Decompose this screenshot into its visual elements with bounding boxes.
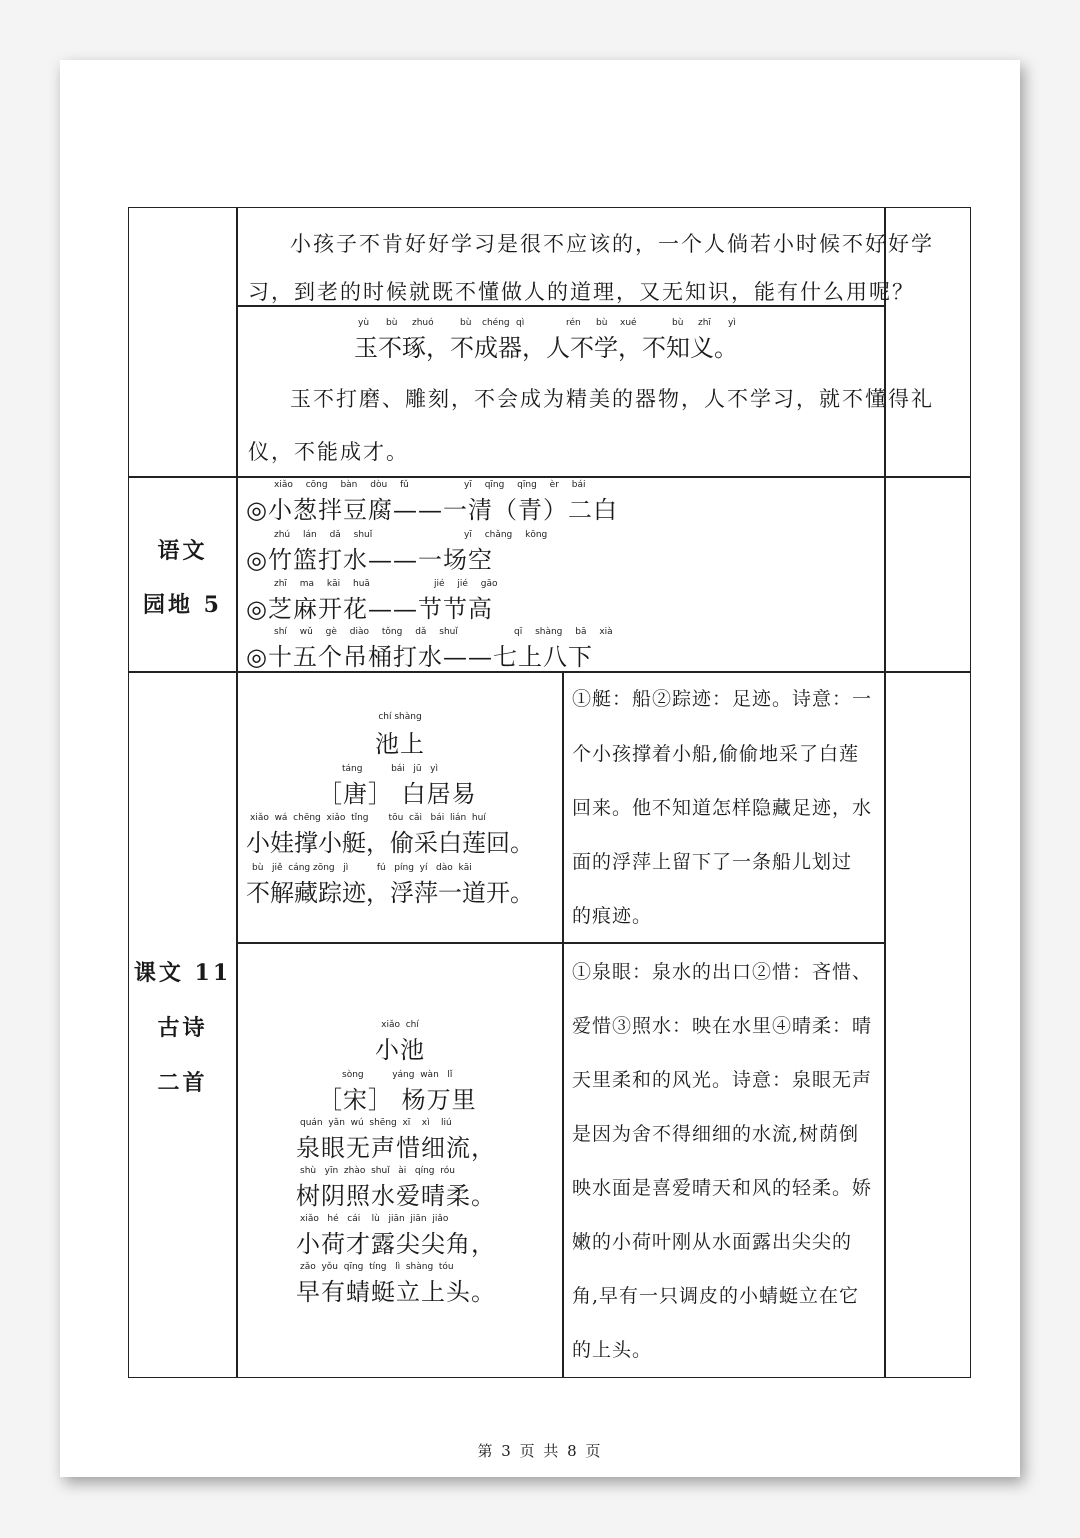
- table-row-divider-2: [128, 476, 971, 478]
- pinyin: bù: [672, 318, 684, 328]
- pinyin: yī chǎng kōng: [464, 530, 548, 540]
- note-line: 面的浮萍上留下了一条船儿划过: [572, 851, 853, 873]
- pinyin: qī shàng bā xià: [514, 627, 613, 637]
- pinyin: zhī ma kāi huā: [274, 579, 370, 589]
- note-line: 天里柔和的风光。诗意：泉眼无声: [572, 1069, 873, 1091]
- line-pinyin: zǎo yǒu qīng tíng lì shàng tóu: [300, 1262, 454, 1272]
- pinyin: shí wǔ gè diào tǒng dǎ shuǐ: [274, 627, 458, 637]
- author-pinyin: táng bái jū yì: [342, 764, 438, 774]
- poem-title: 池上: [375, 730, 425, 758]
- section-label: 园地 5: [143, 592, 222, 618]
- poem-line: 不解藏踪迹，浮萍一道开。: [246, 879, 534, 907]
- pinyin: qì: [516, 318, 525, 328]
- note-line: ①艇：船②踪迹：足迹。诗意：一: [572, 688, 873, 710]
- line-pinyin: shù yīn zhào shuǐ ài qíng róu: [300, 1166, 455, 1176]
- proverb-text: 玉不琢，不成器，人不学，不知义。: [354, 334, 738, 362]
- note-line: 爱惜③照水：映在水里④晴柔：晴: [572, 1015, 873, 1037]
- table-col-divider-3: [562, 671, 564, 1378]
- pinyin: xiǎo cōng bàn dòu fǔ: [274, 480, 409, 490]
- note-line: 回来。他不知道怎样隐藏足迹，水: [572, 797, 873, 819]
- pinyin: zhī: [698, 318, 711, 328]
- note-line: 的上头。: [572, 1339, 653, 1361]
- pinyin: bù: [386, 318, 398, 328]
- idiom-text: ◎竹篮打水——一场空: [246, 546, 493, 574]
- idiom-item: [246, 627, 846, 673]
- proverb-explanation: 仪，不能成才。: [248, 440, 409, 464]
- pinyin: chéng: [482, 318, 510, 328]
- poem-line: 树阴照水爱晴柔。: [296, 1182, 496, 1210]
- paragraph-line: 小孩子不肯好好学习是很不应该的，一个人倘若小时候不好好学: [290, 232, 934, 256]
- note-line: 的痕迹。: [572, 905, 653, 927]
- title-pinyin: xiǎo chí: [381, 1020, 419, 1030]
- section-label: 语文: [157, 538, 208, 564]
- table-row-divider-4: [236, 942, 884, 944]
- section-label: 古诗: [157, 1015, 208, 1041]
- poem-title: 小池: [375, 1036, 425, 1064]
- section-label: 课文 11: [133, 960, 232, 986]
- idiom-item: [246, 530, 846, 576]
- idiom-text: ◎芝麻开花——节节高: [246, 595, 493, 623]
- note-line: 个小孩撑着小船,偷偷地采了白莲: [572, 743, 860, 765]
- poem-xiaochi: [238, 1020, 562, 1310]
- note-line: ①泉眼：泉水的出口②惜：吝惜、: [572, 961, 873, 983]
- section-label: 二首: [157, 1070, 208, 1096]
- poem-chishang: [238, 712, 562, 912]
- poem-author: ［宋］ 杨万里: [318, 1086, 477, 1114]
- pinyin: bù: [460, 318, 472, 328]
- pinyin: rén: [566, 318, 581, 328]
- idiom-item: [246, 579, 846, 625]
- proverb-explanation: 玉不打磨、雕刻，不会成为精美的器物，人不学习，就不懂得礼: [290, 387, 934, 411]
- paragraph-line: 习，到老的时候就既不懂做人的道理，又无知识，能有什么用呢？: [248, 280, 915, 304]
- pinyin: zhuó: [412, 318, 434, 328]
- title-pinyin: chí shàng: [378, 712, 422, 722]
- line-pinyin: quán yǎn wú shēng xī xì liú: [300, 1118, 452, 1128]
- poem-author: ［唐］ 白居易: [318, 780, 477, 808]
- poem-line: 小荷才露尖尖角，: [296, 1230, 496, 1258]
- pinyin: xué: [620, 318, 637, 328]
- idiom-item: [246, 480, 846, 526]
- idiom-text: ◎十五个吊桶打水——七上八下: [246, 643, 593, 671]
- line-pinyin: xiǎo hé cái lù jiān jiān jiǎo: [300, 1214, 449, 1224]
- pinyin: jié jié gāo: [434, 579, 498, 589]
- note-line: 是因为舍不得细细的水流,树荫倒: [572, 1123, 860, 1145]
- pinyin: yī qīng qīng èr bái: [464, 480, 586, 490]
- poem-line: 泉眼无声惜细流，: [296, 1134, 496, 1162]
- poem-line: 早有蜻蜓立上头。: [296, 1278, 496, 1306]
- pinyin: zhú lán dǎ shuǐ: [274, 530, 373, 540]
- line-pinyin: xiǎo wá chēng xiǎo tǐng tōu cǎi bái lián huí: [250, 813, 486, 823]
- idiom-text: ◎小葱拌豆腐——一清（青）二白: [246, 496, 618, 524]
- pinyin: bù: [596, 318, 608, 328]
- poem-line: 小娃撑小艇，偷采白莲回。: [246, 829, 534, 857]
- page-number: 第 3 页 共 8 页: [477, 1442, 603, 1460]
- author-pinyin: sòng yáng wàn lǐ: [342, 1070, 453, 1080]
- note-line: 映水面是喜爱晴天和风的轻柔。娇: [572, 1177, 873, 1199]
- pinyin: yù: [358, 318, 370, 328]
- pinyin: yì: [728, 318, 736, 328]
- note-line: 角,早有一只调皮的小蜻蜓立在它: [572, 1285, 860, 1307]
- line-pinyin: bù jiě cáng zōng jì fú píng yí dào kāi: [252, 863, 472, 873]
- note-line: 嫩的小荷叶刚从水面露出尖尖的: [572, 1231, 853, 1253]
